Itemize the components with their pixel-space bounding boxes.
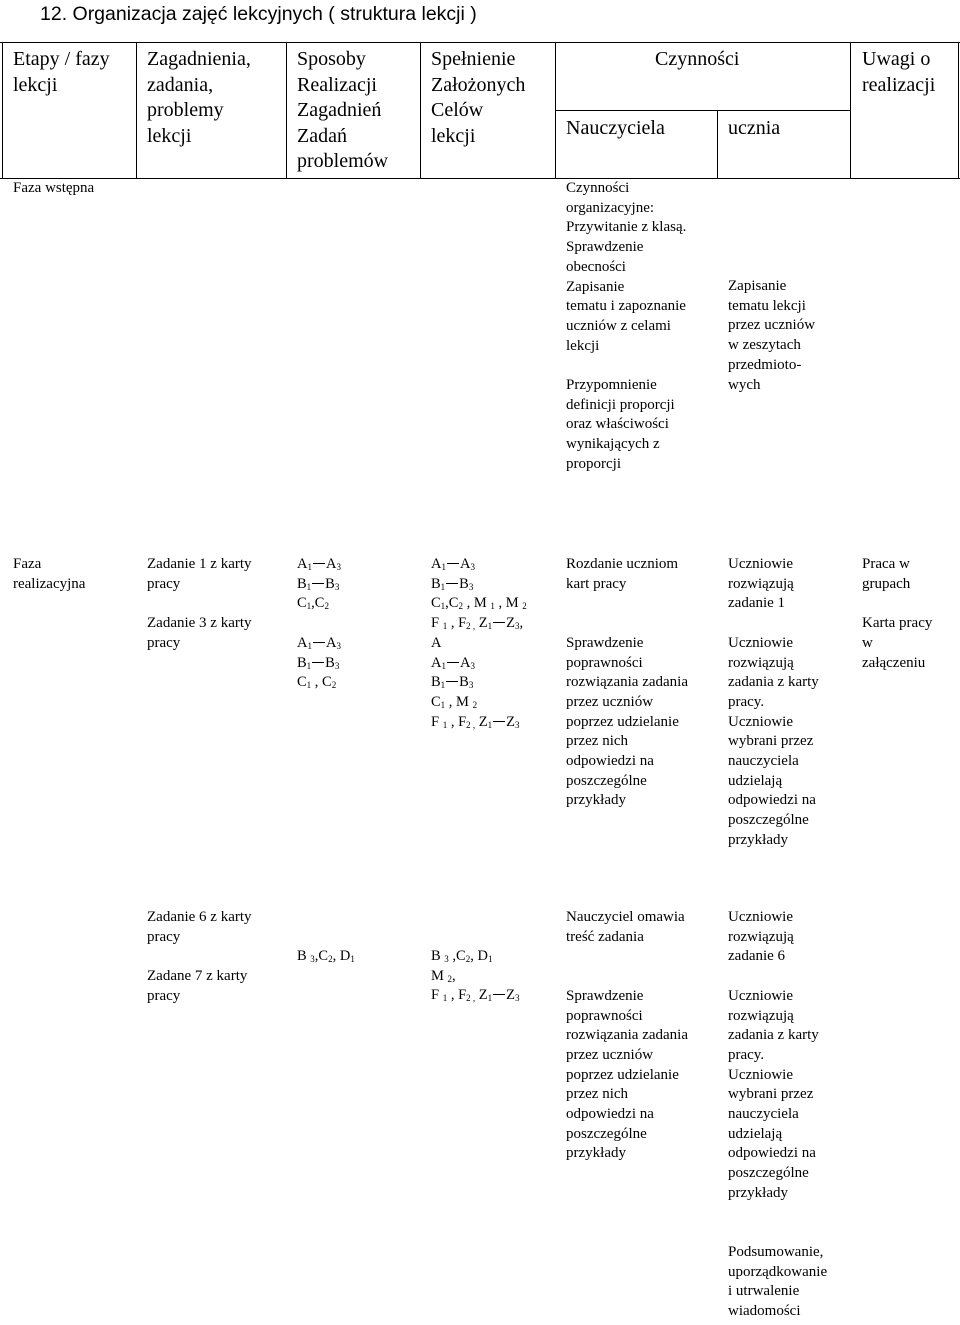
document-title: 12. Organizacja zajęć lekcyjnych ( struktura lekcji ) [40,3,477,25]
col-border-1 [136,42,137,179]
header-czynnosci: Czynności [655,48,740,70]
dash-symbol [447,563,459,564]
dash-symbol [313,563,325,564]
subheader-border [555,110,850,111]
dash-symbol [447,662,459,663]
dash-symbol [446,583,458,584]
math-line: B $_3$ $,C_2$, $D_1$ [431,948,493,964]
header-uwagi: Uwagi o realizacji [862,48,936,96]
col-border-7 [958,42,959,179]
math-line: $A_1$ $A_3$ [431,556,475,572]
header-bottom-border [0,178,960,179]
col-border-0 [2,42,3,179]
math-line: $B_1$ $B_3$ [297,654,340,671]
math-line: $A_1$ $A_3$ [297,634,341,651]
dash-symbol [312,583,324,584]
realizacyjna-sposoby [297,555,341,693]
math-line: A [431,634,442,651]
faza-wstepna-label: Faza wstępna [13,180,95,196]
faza-wstepna-nauczyciel: Czynności organizacyjne: Przywitanie z klasą. Sprawdzenie obecności Zapisanie tematu i zapoznanie uczniów z celami lekcji Przypomnienie definicji proporcji oraz właściwości wynikających z proporcji [566,180,687,472]
third-uczen: Uczniowie rozwiązują zadanie 6 Uczniowie rozwiązują zadania z karty pracy. Uczniowie wybrani przez nauczyciela udzielają odpowiedzi na poszczególne przykłady Podsumowanie, uporządkowanie i utrwalenie wiadomości [728,909,828,1320]
math-line: F $_1$ , $F_{2 ,}$ $Z_1$ $Z_3$ [431,713,520,730]
math-line: $A_1$ $A_3$ [431,654,475,671]
col-border-2 [286,42,287,179]
dash-symbol [493,721,505,722]
dash-symbol [493,622,505,623]
dash-symbol [493,994,505,995]
header-spelnienie: Spełnienie Założonych Celów lekcji [431,48,526,147]
dash-symbol [312,662,324,663]
realizacyjna-uczen: Uczniowie rozwiązują zadanie 1 Uczniowie rozwiązują zadania z karty pracy. Uczniowie wybrani przez nauczyciela udzielają odpowiedzi na poszczególne przykłady [728,556,819,848]
faza-realizacyjna-label: Faza realizacyjna [13,556,86,592]
third-zagadnienia: Zadanie 6 z karty pracy Zadane 7 z karty pracy [147,909,252,1004]
header-sposoby: Sposoby Realizacji Zagadnień Zadań problemów [297,48,389,172]
math-line: $B_1$ $B_3$ [431,674,474,691]
math-line: $C_1$ , M $_2$ [431,693,478,710]
math-line: F $_1$ , $F_{2 ,}$ $Z_1$ $Z_3$, [431,615,524,632]
math-line: $B_1$ $B_3$ [431,575,474,592]
math-line: M $_2$, [431,967,456,984]
third-cele [431,947,520,1006]
realizacyjna-uwagi: Praca w grupach Karta pracy w załączeniu [862,556,933,671]
table-top-border [0,42,960,43]
col-border-5 [717,110,718,179]
math-line: $B_1$ $B_3$ [297,575,340,592]
realizacyjna-nauczyciel: Rozdanie uczniom kart pracy Sprawdzenie poprawności rozwiązania zadania przez uczniów poprzez udzielanie przez nich odpowiedzi na poszczególne przykłady [566,556,688,809]
realizacyjna-cele [431,555,527,732]
dash-symbol [313,642,325,643]
col-border-6 [850,42,851,179]
col-border-3 [420,42,421,179]
dash-symbol [446,681,458,682]
math-line: $C_1$ , $C_2$ [297,674,337,691]
math-line: $C_1,C_2$ [297,595,329,612]
math-line: $A_1$ $A_3$ [297,556,341,572]
math-line: B $_3,C_2$, $D_1$ [297,948,355,964]
header-ucznia: ucznia [728,117,781,139]
realizacyjna-zagadnienia: Zadanie 1 z karty pracy Zadanie 3 z karty pracy [147,556,252,651]
third-nauczyciel: Nauczyciel omawia treść zadania Sprawdzenie poprawności rozwiązania zadania przez uczniów poprzez udzielanie przez nich odpowiedzi na poszczególne przykłady [566,909,688,1162]
blank-line [297,614,341,634]
header-nauczyciela: Nauczyciela [566,117,665,139]
third-sposoby [297,947,355,967]
faza-wstepna-uczen: Zapisanie tematu lekcji przez uczniów w zeszytach przedmioto- wych [728,278,816,393]
header-zagadnienia: Zagadnienia, zadania, problemy lekcji [147,48,251,147]
math-line: F $_1$ , $F_{2 ,}$ $Z_1$ $Z_3$ [431,987,520,1004]
header-etapy: Etapy / fazy lekcji [13,48,110,96]
math-line: $C_1,C_2$ , M $_1$ , M $_2$ [431,595,527,612]
col-border-4 [555,42,556,179]
